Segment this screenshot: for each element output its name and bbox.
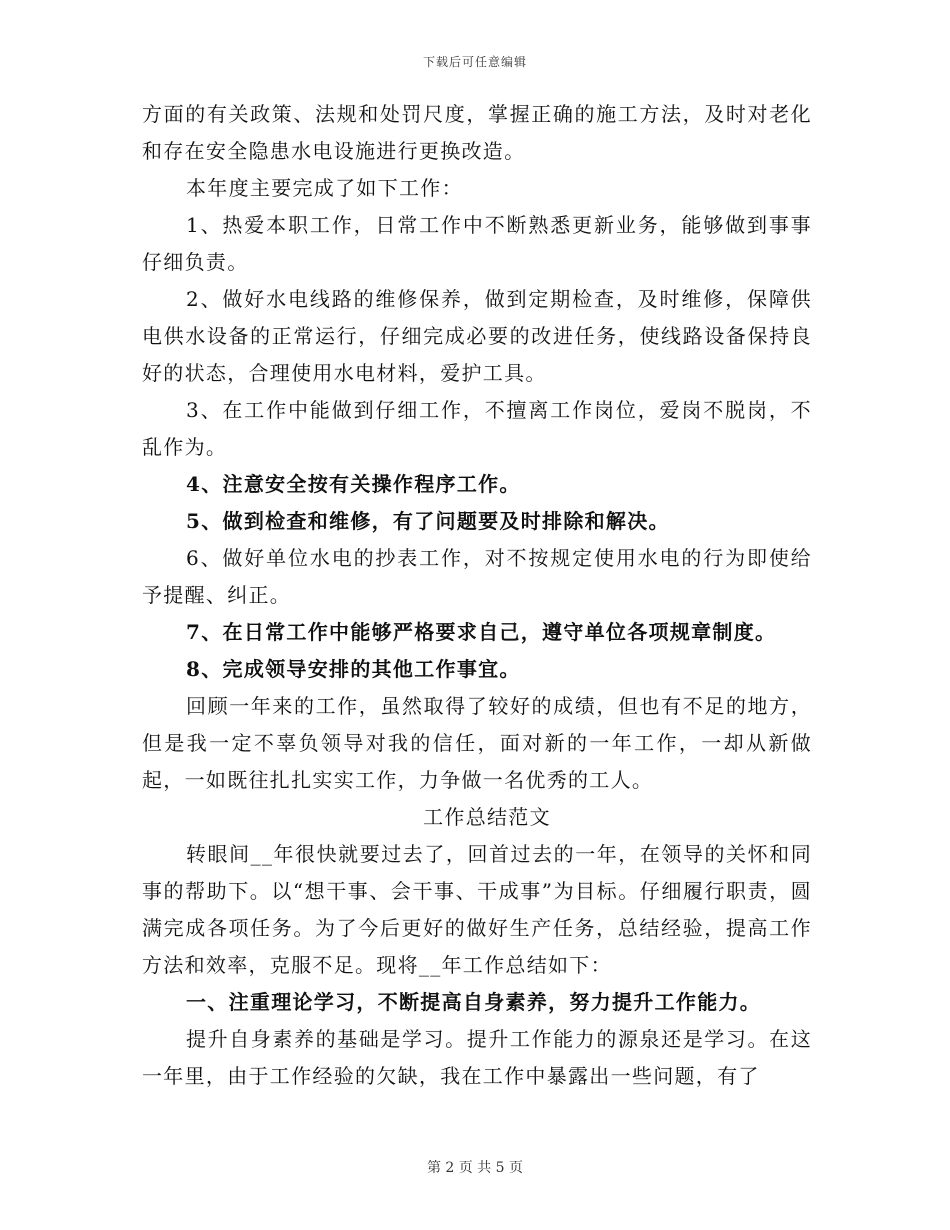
list-item-6: 6、做好单位水电的抄表工作，对不按规定使用水电的行为即使给予提醒、纠正。 xyxy=(142,546,812,607)
list-item-2: 2、做好水电线路的维修保养，做到定期检查，及时维修，保障供电供水设备的正常运行，仔细完成必要的改进任务，使线路设备保持良好的状态，合理使用水电材料，爱护工具。 xyxy=(142,287,812,385)
list-item-8: 8、完成领导安排的其他工作事宜。 xyxy=(186,657,521,681)
list-item-1: 1、热爱本职工作，日常工作中不断熟悉更新业务，能够做到事事仔细负责。 xyxy=(142,213,812,274)
section-title: 工作总结范文 xyxy=(423,805,551,829)
list-item-4: 4、注意安全按有关操作程序工作。 xyxy=(186,472,521,496)
paragraph-summary-intro: 转眼间__年很快就要过去了，回首过去的一年，在领导的关怀和同事的帮助下。以“想干事、会干事、干成事”为目标。仔细履行职责，圆满完成各项任务。为了今后更好的做好生产任务，总结经验，提高工作方法和效率，克服不足。现将__年工作总结如下： xyxy=(142,842,812,977)
list-item-7: 7、在日常工作中能够严格要求自己，遵守单位各项规章制度。 xyxy=(186,620,777,644)
paragraph-review: 回顾一年来的工作，虽然取得了较好的成绩，但也有不足的地方，但是我一定不辜负领导对我的信任，面对新的一年工作，一却从新做起，一如既往扎扎实实工作，力争做一名优秀的工人。 xyxy=(142,694,812,792)
list-item-3: 3、在工作中能做到仔细工作，不擅离工作岗位，爱岗不脱岗，不乱作为。 xyxy=(142,398,812,459)
paragraph-continuation: 方面的有关政策、法规和处罚尺度，掌握正确的施工方法，及时对老化和存在安全隐患水电设施进行更换改造。 xyxy=(142,102,812,163)
page-header: 下载后可任意编辑 xyxy=(422,55,527,69)
page-footer: 第 2 页 共 5 页 xyxy=(426,1160,524,1176)
section-heading-1: 一、注重理论学习，不断提高自身素养，努力提升工作能力。 xyxy=(186,990,762,1014)
document-body xyxy=(142,96,812,1095)
paragraph-study: 提升自身素养的基础是学习。提升工作能力的源泉还是学习。在这一年里，由于工作经验的欠缺，我在工作中暴露出一些问题，有了 xyxy=(142,1027,812,1088)
paragraph-intro: 本年度主要完成了如下工作： xyxy=(186,176,463,200)
list-item-5: 5、做到检查和维修，有了问题要及时排除和解决。 xyxy=(186,509,670,533)
